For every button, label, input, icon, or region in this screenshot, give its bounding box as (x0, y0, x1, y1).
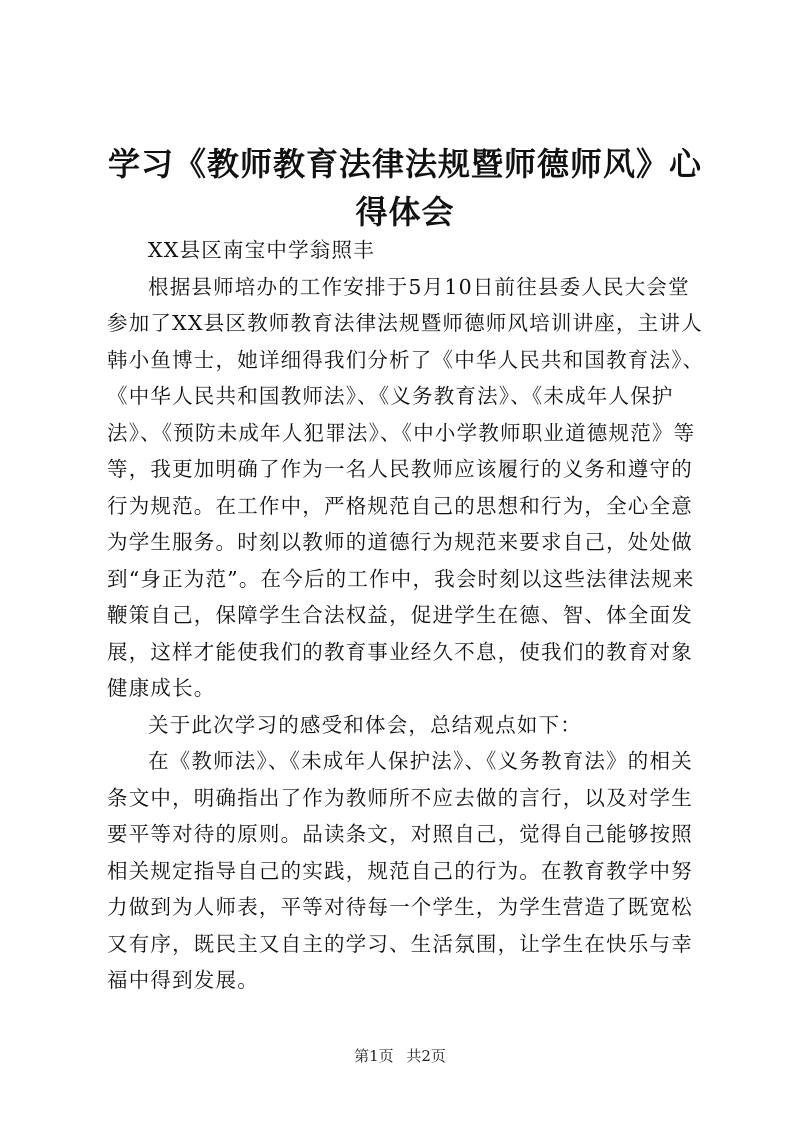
page-footer (0, 1046, 800, 1066)
paragraph-2: 关于此次学习的感受和体会，总结观点如下： (148, 712, 582, 737)
paragraph-1: 根据县师培办的工作安排于5月10日前往县委人民大会堂参加了XX县区教师教育法律法规暨师德师风培训讲座，主讲人韩小鱼博士，她详细得我们分析了《中华人民共和国教育法》、《中华人民共和国教师法》、《义务教育法》、《未成年人保护法》、《预防未成年人犯罪法》、《中小学教师职业道德规范》等等，我更加明确了作为一名人民教师应该履行的义务和遵守的行为规范。在工作中，严格规范自己的思想和行为，全心全意为学生服务。时刻以教师的道德行为规范来要求自己，处处做到“身正为范”。在今后的工作中，我会时刻以这些法律法规来鞭策自己，保障学生合法权益，促进学生在德、智、体全面发展，这样才能使我们的教育事业经久不息，使我们的教育对象健康成长。 (107, 274, 705, 700)
page-number: 第1页 (354, 1047, 394, 1065)
document-body (107, 232, 707, 999)
page-total: 共2页 (406, 1047, 446, 1065)
document-title: 学习《教师教育法律法规暨师德师风》心得体会 (107, 145, 702, 231)
author-line: XX县区南宝中学翁照丰 (148, 238, 375, 262)
paragraph-3: 在《教师法》、《未成年人保护法》、《义务教育法》的相关条文中，明确指出了作为教师所不应去做的言行，以及对学生要平等对待的原则。品读条文，对照自己，觉得自己能够按照相关规定指导自己的实践，规范自己的行为。在教育教学中努力做到为人师表，平等对待每一个学生，为学生营造了既宽松又有序，既民主又自主的学习、生活氛围，让学生在快乐与幸福中得到发展。 (107, 749, 693, 992)
